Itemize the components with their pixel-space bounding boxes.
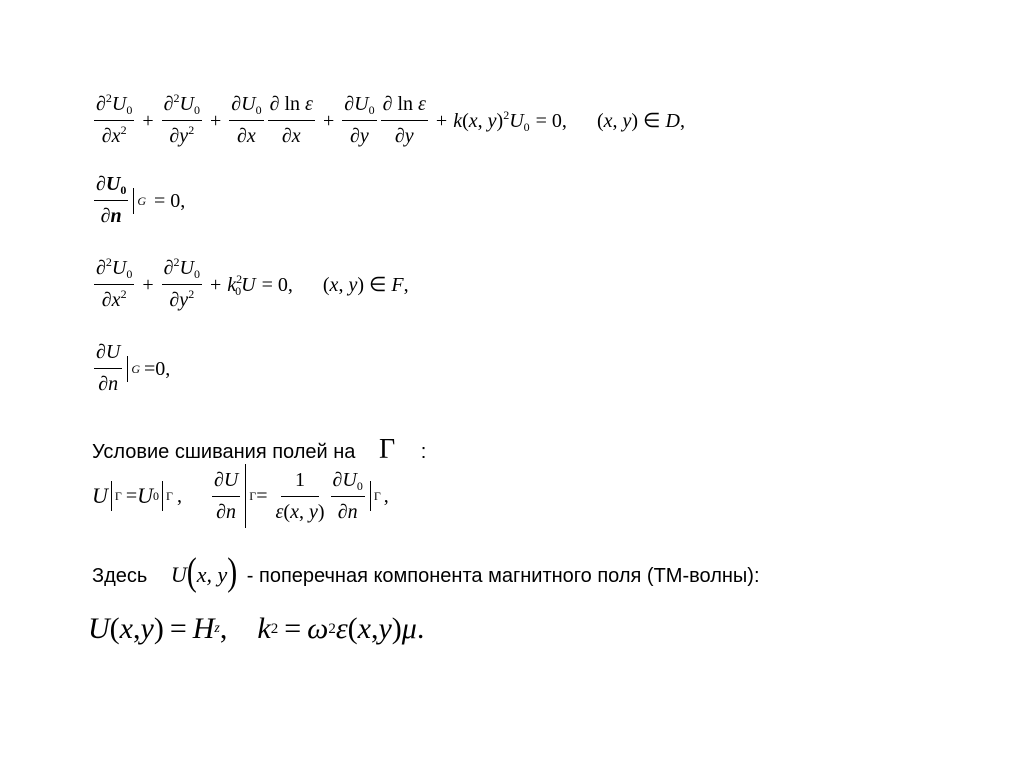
equation-final: U ( x , y ) = H z , k 2 = ω 2 ε ( x , y ) μ . [88,612,425,645]
gamma-symbol: Γ [378,434,396,465]
equation-matching: U Γ = U 0 Γ , $\frac{\partial U}{\partial n}$ Γ = $\frac{1}{\varepsilon(x, y)}$ $\frac{\partial U_0}{\partial n}$ Γ , [92,464,389,528]
k-term: k(x, $y)^2U_0$ [453,107,530,134]
fraction-d2u0-dy2-b: $\frac{\partial^2U_0}{\partial y^2}$ [163,255,200,311]
equation-boundary-du0dn: $\frac{\partial U_0}{\partial n}$ G = 0, [96,173,186,227]
eq1-domain: (x, y) ∈ D, [596,109,685,132]
here-math: U(x, y) [170,550,238,594]
fraction-one-over-eps: $\frac{1}{\varepsilon(x, y)}$ [275,468,325,523]
fraction-du-dn: $\frac{\partial U}{\partial n}$ [96,341,121,395]
fraction-dlneps-dx: $\frac{\text{∂ ln ε}}{\partial x}$ [269,93,313,147]
fraction-du0-dx: $\frac{\partial U_0}{\partial x}$ [231,93,262,147]
fraction-dlneps-dy: $\frac{\text{∂ ln ε}}{\partial y}$ [382,93,426,147]
equation-helmholtz-homogeneous: $\frac{\partial^2U_0}{\partial x^2}$ + $\frac{\partial^2U_0}{\partial y^2}$ + $k^2_0U$ = 0, (x, y) ∈ F, [96,255,409,311]
fraction-du0-dy: $\frac{\partial U_0}{\partial y}$ [344,93,375,147]
fraction-du-dn-matching: $\frac{\partial U}{\partial n}$ [213,468,239,523]
fraction-du0-dn: $\frac{\partial U_0}{\partial n}$ [96,173,127,227]
eq3-domain: (x, y) ∈ F, [322,273,409,296]
here-description: Здесь U(x, y) - поперечная компонента магнитного поля (ТМ-волны): [92,550,760,594]
k0-term: $k^2_0U$ [227,271,256,298]
equation-boundary-dudn: $\frac{\partial U}{\partial n}$ G =0, [96,341,171,395]
equation-helmholtz-inhomogeneous: $\frac{\partial^2U_0}{\partial x^2}$ + $\frac{\partial^2U_0}{\partial y^2}$ + $\frac{\partial U_0}{\partial x}$ $\frac{\text{∂ ln ε}}{\partial x}$ + $\frac{\partial U_0}{\partial y}$ $\frac{\text{∂ ln ε}}{\partial y}$ + k(x, $y)^2U_0$ = 0, (x, y) ∈ D, [96,91,685,147]
fraction-du0-dn-matching: $\frac{\partial U_0}{\partial n}$ [332,468,363,523]
matching-condition-label: Условие сшивания полей на Γ : [92,434,427,465]
fraction-d2u0-dx2: $\frac{\partial^2U_0}{\partial x^2}$ [96,91,133,147]
fraction-d2u0-dy2: $\frac{\partial^2U_0}{\partial y^2}$ [163,91,200,147]
fraction-d2u0-dx2-b: $\frac{\partial^2U_0}{\partial x^2}$ [96,255,133,311]
eq1-rhs: = 0, [535,109,567,132]
